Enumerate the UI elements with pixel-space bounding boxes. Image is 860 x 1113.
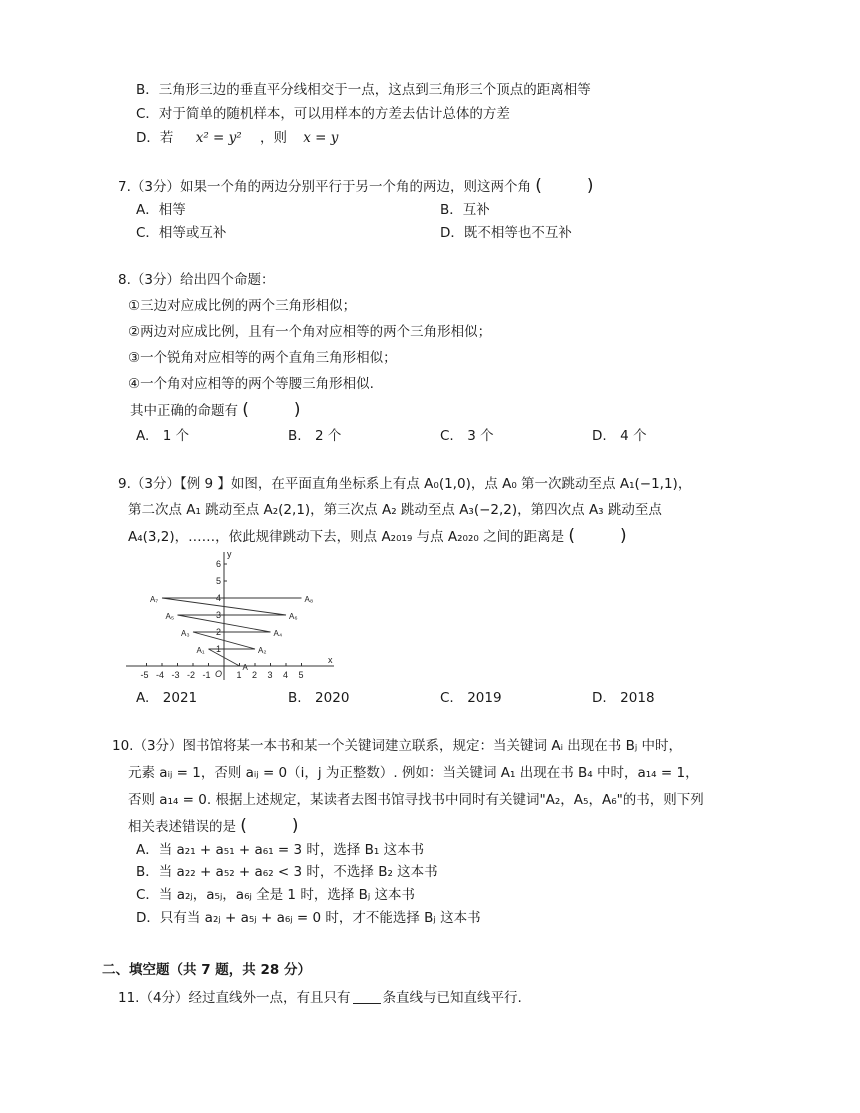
q11-answer-blank[interactable] <box>353 989 381 1004</box>
y-tick-label: 4 <box>216 593 222 603</box>
q10-answer-paren: ( ) <box>240 816 313 836</box>
y-tick-label: 2 <box>216 627 222 637</box>
q10-option-b: B．当 a₂₂ + a₅₂ + a₆₂ < 3 时，不选择 B₂ 这本书 <box>136 864 438 880</box>
q7-option-d: D．既不相等也不互补 <box>440 225 572 241</box>
q10-stem-line3: 否则 a₁₄ = 0. 根据上述规定，某读者去图书馆寻找书中同时有关键词"A₂，A₅，A₆"的书，则下列 <box>128 792 704 808</box>
q6-option-d-eq1: x² = y² <box>195 130 242 146</box>
q6-option-d-eq2: x = y <box>303 130 339 146</box>
q11-text-after: 条直线与已知直线平行. <box>382 990 522 1006</box>
q8-option-b: B. 2 个 <box>288 428 342 444</box>
x-tick-label: 3 <box>267 670 273 680</box>
q8-option-a: A. 1 个 <box>136 428 190 444</box>
point-label: A₅ <box>165 612 175 621</box>
point-label: A₂ <box>258 646 267 655</box>
q8-question-text: 其中正确的命题有 <box>130 403 238 419</box>
x-axis-label: x <box>328 655 333 665</box>
q7-stem <box>118 176 608 197</box>
y-axis-label: y <box>227 549 232 559</box>
x-tick-label: 5 <box>298 670 304 680</box>
y-tick-label: 1 <box>216 644 222 654</box>
q10-stem-line4 <box>128 816 313 837</box>
q8-question <box>130 400 315 421</box>
q10-stem-line4-text: 相关表述错误的是 <box>128 819 236 835</box>
q8-option-d: D. 4 个 <box>592 428 647 444</box>
q9-stem-line3 <box>128 526 641 547</box>
q6-option-c: C．对于简单的随机样本，可以用样本的方差去估计总体的方差 <box>136 106 510 122</box>
x-tick-label: 1 <box>236 670 242 680</box>
point-label: A₁ <box>196 646 205 655</box>
q11-text-before: 11.（4分）经过直线外一点，有且只有 <box>118 990 351 1006</box>
q10-option-a: A．当 a₂₁ + a₅₁ + a₆₁ = 3 时，选择 B₁ 这本书 <box>136 842 425 858</box>
q8-option-c: C. 3 个 <box>440 428 494 444</box>
q10-stem-line2: 元素 aᵢⱼ = 1，否则 aᵢⱼ = 0（i，j 为正整数）. 例如：当关键词 A₁ 出现在书 B₄ 中时，a₁₄ = 1， <box>128 765 699 781</box>
q9-stem-line3-text: A₄(3,2)，……，依此规律跳动下去，则点 A₂₀₁₉ 与点 A₂₀₂₀ 之间的距离是 <box>128 529 565 545</box>
q9-answer-paren: ( ) <box>568 526 641 546</box>
q6-option-d-mid: ，则 <box>259 130 287 146</box>
q11-stem <box>118 988 522 1008</box>
q9-coordinate-figure <box>122 548 342 684</box>
q10-option-c: C．当 a₂ⱼ，a₅ⱼ，a₆ⱼ 全是 1 时，选择 Bⱼ 这本书 <box>136 887 416 903</box>
q8-proposition-2: ②两边对应成比例，且有一个角对应相等的两个三角形相似； <box>128 324 492 340</box>
point-label: A₃ <box>181 629 190 638</box>
q9-option-a: A. 2021 <box>136 690 198 706</box>
q10-stem-line1: 10.（3分）图书馆将某一本书和某一个关键词建立联系，规定：当关键词 Aᵢ 出现在书 Bⱼ 中时， <box>112 738 682 754</box>
q6-option-d <box>136 128 338 148</box>
y-tick-label: 3 <box>216 610 222 620</box>
x-tick-label: 2 <box>252 670 258 680</box>
section-2-heading: 二、填空题（共 7 题，共 28 分） <box>102 962 311 978</box>
x-tick-label: -4 <box>156 670 165 680</box>
q7-stem-text: 7.（3分）如果一个角的两边分别平行于另一个角的两边，则这两个角 <box>118 179 531 195</box>
y-tick-label: 5 <box>216 576 222 586</box>
x-tick-label: -3 <box>171 670 180 680</box>
q9-stem-line2: 第二次点 A₁ 跳动至点 A₂(2,1)，第三次点 A₂ 跳动至点 A₃(−2,2)，第四次点 A₃ 跳动至点 <box>128 502 662 518</box>
x-tick-label: -1 <box>202 670 211 680</box>
point-label: A₈ <box>304 595 314 604</box>
q9-option-c: C. 2019 <box>440 690 502 706</box>
q7-option-a: A．相等 <box>136 202 186 218</box>
q9-option-b: B. 2020 <box>288 690 350 706</box>
q6-option-d-prefix: D．若 <box>136 130 174 146</box>
point-label: A <box>242 663 248 672</box>
q7-option-c: C．相等或互补 <box>136 225 227 241</box>
origin-label: O <box>215 669 223 679</box>
point-label: A₆ <box>289 612 298 621</box>
x-tick-label: 4 <box>283 670 289 680</box>
q9-option-d: D. 2018 <box>592 690 655 706</box>
q8-proposition-3: ③一个锐角对应相等的两个直角三角形相似； <box>128 350 397 366</box>
point-label: A₄ <box>273 629 283 638</box>
x-tick-label: -5 <box>140 670 149 680</box>
q7-option-b: B．互补 <box>440 202 490 218</box>
q8-stem: 8.（3分）给出四个命题： <box>118 272 275 288</box>
q8-proposition-1: ①三边对应成比例的两个三角形相似； <box>128 298 357 314</box>
q8-proposition-4: ④一个角对应相等的两个等腰三角形相似. <box>128 376 374 392</box>
y-tick-label: 6 <box>216 559 222 569</box>
q7-answer-paren: ( ) <box>535 176 608 196</box>
q9-stem-line1: 9.（3分）【例 9 】如图，在平面直角坐标系上有点 A₀(1,0)，点 A₀ 第一次跳动至点 A₁(−1,1)， <box>118 476 692 492</box>
q6-option-b: B．三角形三边的垂直平分线相交于一点，这点到三角形三个顶点的距离相等 <box>136 82 591 98</box>
q8-answer-paren: ( ) <box>242 400 315 420</box>
x-tick-label: -2 <box>187 670 196 680</box>
q10-option-d: D．只有当 a₂ⱼ + a₅ⱼ + a₆ⱼ = 0 时，才不能选择 Bⱼ 这本书 <box>136 910 481 926</box>
point-label: A₇ <box>150 595 159 604</box>
